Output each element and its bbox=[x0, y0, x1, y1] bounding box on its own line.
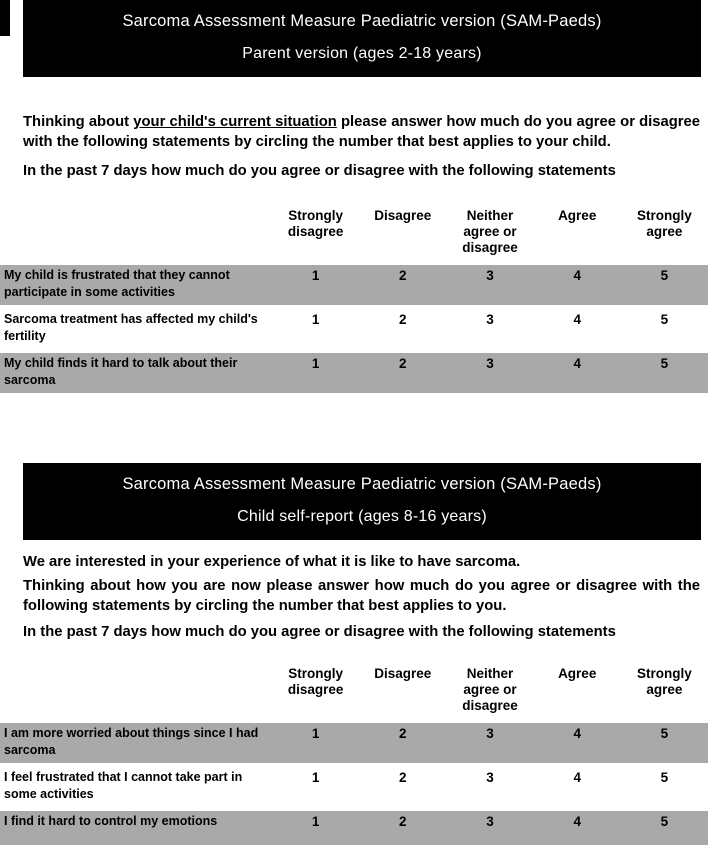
parent-version-section bbox=[0, 0, 708, 393]
scale-option-2[interactable]: 2 bbox=[399, 726, 407, 741]
scale-option-5[interactable]: 5 bbox=[660, 268, 669, 283]
banner-title: Sarcoma Assessment Measure Paediatric version (SAM-Paeds) bbox=[122, 12, 602, 30]
instructions-emphasis: your child's current situation bbox=[133, 114, 337, 130]
instructions-paragraph bbox=[23, 576, 700, 616]
table-row bbox=[0, 723, 708, 763]
statement-cell: My child is frustrated that they cannot participate in some activities bbox=[4, 268, 230, 299]
table-header-row bbox=[0, 666, 708, 723]
column-header-disagree: Disagree bbox=[374, 666, 432, 681]
child-body-copy bbox=[23, 552, 700, 642]
scale-option-3[interactable]: 3 bbox=[486, 726, 494, 741]
instructions-suffix: please answer how much do you agree or disagree with the following statements by circling the number that best applies to you. bbox=[23, 578, 700, 614]
scale-option-2[interactable]: 2 bbox=[399, 814, 407, 829]
child-likert-table bbox=[0, 666, 708, 845]
scale-option-5[interactable]: 5 bbox=[660, 814, 669, 829]
scale-option-3[interactable]: 3 bbox=[486, 268, 494, 283]
scale-option-2[interactable]: 2 bbox=[399, 356, 407, 371]
statement-cell: I find it hard to control my emotions bbox=[4, 814, 218, 828]
column-header-strongly-agree: Strongly agree bbox=[637, 208, 692, 239]
scale-option-3[interactable]: 3 bbox=[486, 356, 494, 371]
timeframe-line bbox=[23, 622, 700, 642]
scale-option-4[interactable]: 4 bbox=[573, 268, 581, 283]
child-banner bbox=[23, 463, 701, 540]
column-header-disagree: Disagree bbox=[374, 208, 432, 223]
scan-artifact bbox=[0, 0, 10, 36]
scale-option-3[interactable]: 3 bbox=[486, 312, 494, 327]
timeframe-days: 7 days bbox=[101, 163, 148, 179]
scale-option-4[interactable]: 4 bbox=[573, 356, 581, 371]
scale-option-4[interactable]: 4 bbox=[573, 726, 581, 741]
table-row bbox=[0, 767, 708, 807]
banner-title: Sarcoma Assessment Measure Paediatric version (SAM-Paeds) bbox=[122, 475, 602, 493]
scale-option-5[interactable]: 5 bbox=[660, 770, 669, 785]
table-row bbox=[0, 265, 708, 305]
statement-cell: I feel frustrated that I cannot take part in some activities bbox=[4, 770, 243, 801]
child-self-report-section bbox=[0, 463, 708, 845]
scale-option-1[interactable]: 1 bbox=[311, 814, 320, 829]
scale-option-1[interactable]: 1 bbox=[311, 770, 320, 785]
instructions-suffix: please answer how much do you agree or disagree with the following statements by circling the number that best applies to your child. bbox=[23, 114, 701, 150]
column-header-agree: Agree bbox=[558, 208, 597, 223]
column-header-strongly-disagree: Strongly disagree bbox=[287, 208, 344, 239]
scale-option-2[interactable]: 2 bbox=[399, 312, 407, 327]
column-header-strongly-agree: Strongly agree bbox=[637, 666, 692, 697]
parent-banner bbox=[23, 0, 701, 77]
scale-option-5[interactable]: 5 bbox=[660, 356, 669, 371]
instructions-emphasis: how you are now bbox=[136, 578, 261, 594]
scale-option-1[interactable]: 1 bbox=[311, 268, 320, 283]
timeframe-days: 7 days bbox=[101, 624, 148, 640]
banner-subtitle: Parent version (ages 2-18 years) bbox=[242, 45, 482, 62]
scale-option-3[interactable]: 3 bbox=[486, 814, 494, 829]
parent-likert-table bbox=[0, 208, 708, 393]
column-header-neither: Neither agree or disagree bbox=[462, 666, 518, 713]
statement-cell: I am more worried about things since I had sarcoma bbox=[4, 726, 259, 757]
scale-option-1[interactable]: 1 bbox=[311, 312, 320, 327]
column-header-neither: Neither agree or disagree bbox=[462, 208, 518, 255]
table-row bbox=[0, 811, 708, 845]
scale-option-4[interactable]: 4 bbox=[573, 770, 581, 785]
statement-cell: Sarcoma treatment has affected my child's fertility bbox=[4, 312, 258, 343]
parent-body-copy bbox=[23, 112, 700, 181]
timeframe-line bbox=[23, 161, 700, 181]
timeframe-suffix: how much do you agree or disagree with the following statements bbox=[147, 163, 616, 179]
scale-option-2[interactable]: 2 bbox=[399, 268, 407, 283]
banner-subtitle: Child self-report (ages 8-16 years) bbox=[237, 508, 487, 525]
instructions-paragraph bbox=[23, 112, 700, 152]
table-header-row bbox=[0, 208, 708, 265]
statement-cell: My child finds it hard to talk about their sarcoma bbox=[4, 356, 238, 387]
table-row bbox=[0, 353, 708, 393]
scale-option-2[interactable]: 2 bbox=[399, 770, 407, 785]
intro-line: We are interested in your experience of what it is like to have sarcoma. bbox=[23, 554, 521, 570]
column-header-agree: Agree bbox=[558, 666, 597, 681]
instructions-prefix: Thinking about bbox=[23, 578, 137, 594]
scale-option-3[interactable]: 3 bbox=[486, 770, 494, 785]
scale-option-4[interactable]: 4 bbox=[573, 312, 581, 327]
instructions-prefix: Thinking about bbox=[23, 114, 134, 130]
scale-option-1[interactable]: 1 bbox=[311, 726, 320, 741]
table-row bbox=[0, 309, 708, 349]
timeframe-suffix: how much do you agree or disagree with the following statements bbox=[147, 624, 616, 640]
scale-option-4[interactable]: 4 bbox=[573, 814, 581, 829]
timeframe-prefix: In the past bbox=[23, 163, 102, 179]
scale-option-5[interactable]: 5 bbox=[660, 312, 669, 327]
scale-option-5[interactable]: 5 bbox=[660, 726, 669, 741]
column-header-strongly-disagree: Strongly disagree bbox=[287, 666, 344, 697]
scale-option-1[interactable]: 1 bbox=[311, 356, 320, 371]
timeframe-prefix: In the past bbox=[23, 624, 102, 640]
